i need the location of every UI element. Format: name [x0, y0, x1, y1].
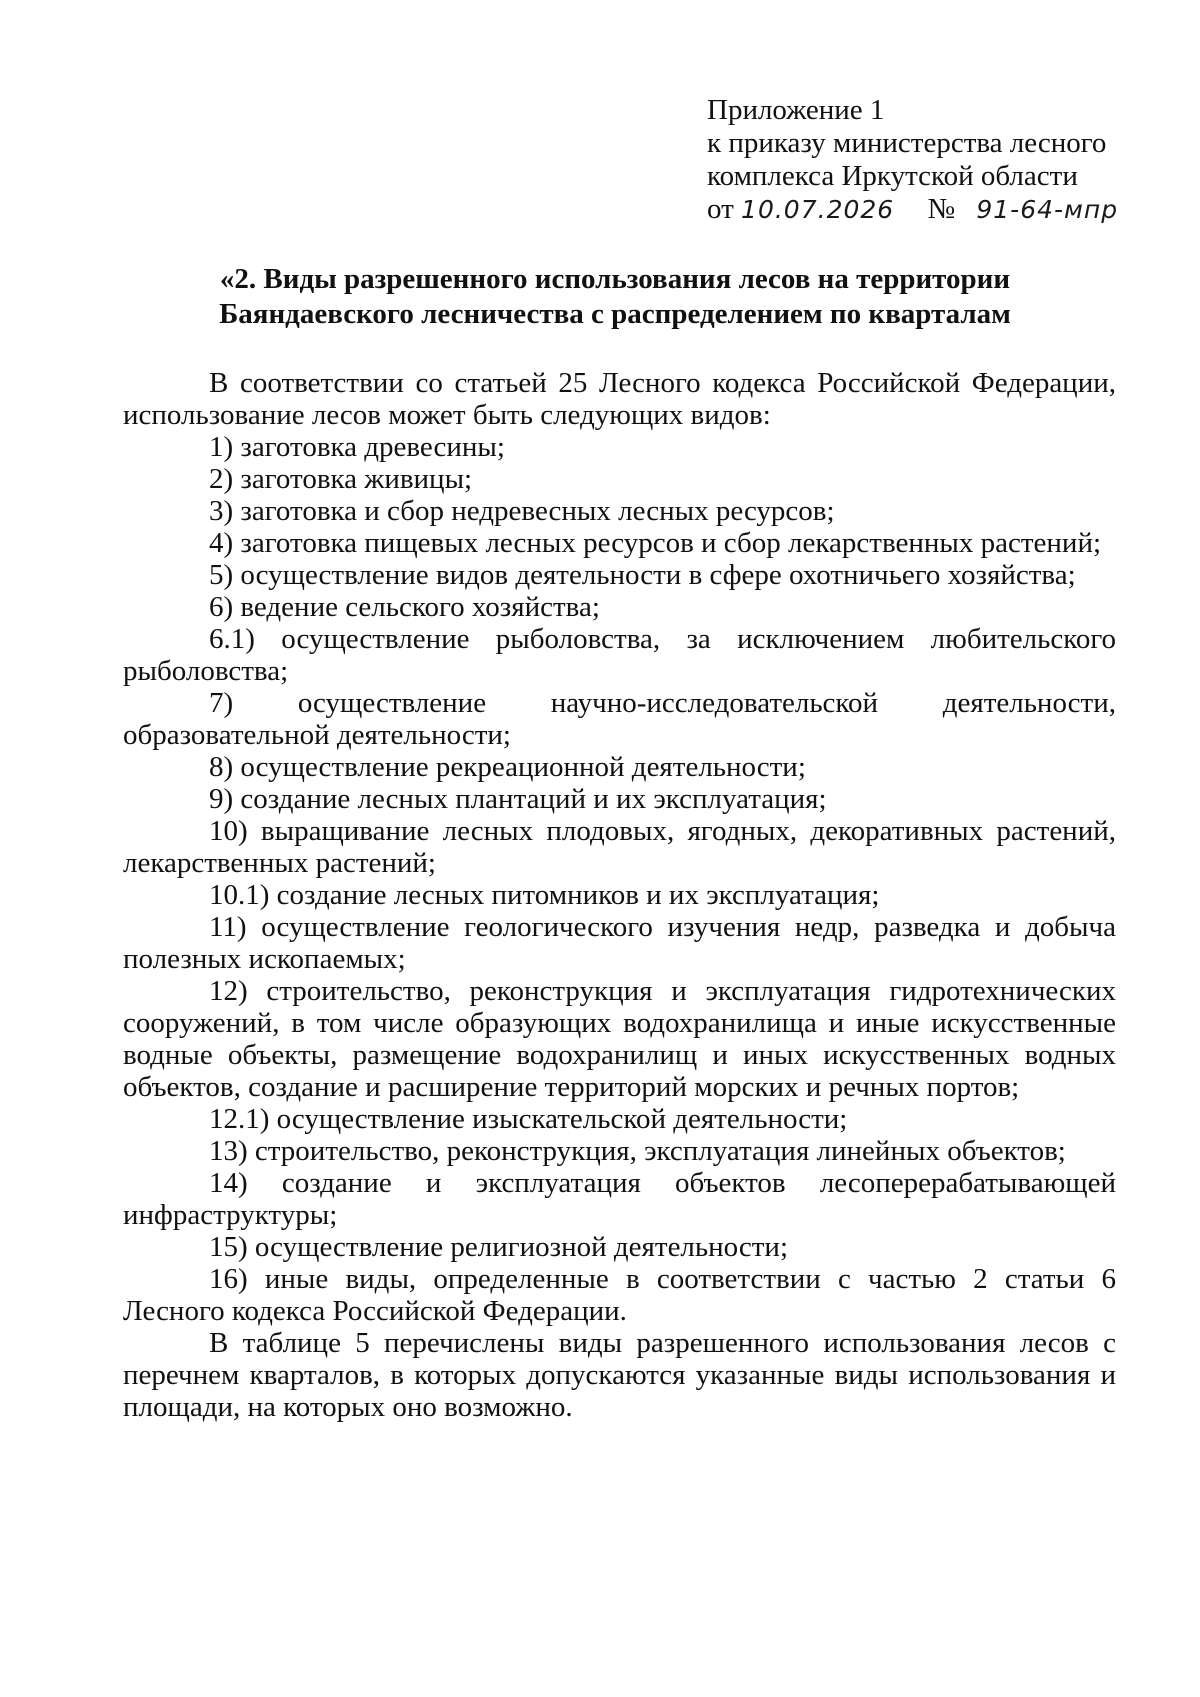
document-body — [123, 367, 1116, 1423]
date-prefix: от — [707, 193, 734, 225]
handwritten-date: 10.07.2026 — [741, 195, 895, 224]
list-item: 12.1) осуществление изыскательской деятельности; — [209, 1103, 848, 1135]
appendix-block — [707, 94, 1137, 226]
list-item: 15) осуществление религиозной деятельности; — [209, 1231, 788, 1263]
list-item: 5) осуществление видов деятельности в сфере охотничьего хозяйства; — [209, 559, 1076, 591]
list-item: 3) заготовка и сбор недревесных лесных ресурсов; — [209, 495, 835, 527]
appendix-order-ref: к приказу министерства лесного — [707, 127, 1107, 159]
heading-line-1: «2. Виды разрешенного использования лесов на территории — [219, 263, 1011, 295]
heading-line-2: Баяндаевского лесничества с распределением по кварталам — [219, 298, 1011, 330]
list-item: 7) осуществление научно-исследовательской деятельности, образовательной деятельности; — [123, 687, 1116, 751]
list-item: 10.1) создание лесных питомников и их эксплуатация; — [209, 879, 880, 911]
list-item: 14) создание и эксплуатация объектов лесоперерабатывающей инфраструктуры; — [123, 1167, 1116, 1231]
section-heading — [120, 262, 1110, 332]
list-item: 9) создание лесных плантаций и их эксплуатация; — [209, 783, 827, 815]
list-item: 1) заготовка древесины; — [209, 431, 505, 463]
appendix-title: Приложение 1 — [707, 94, 885, 126]
list-item: 8) осуществление рекреационной деятельности; — [209, 751, 806, 783]
number-sign: № — [927, 193, 956, 225]
appendix-date-line — [707, 193, 1137, 226]
list-item: 4) заготовка пищевых лесных ресурсов и сбор лекарственных растений; — [209, 527, 1102, 559]
list-item: 13) строительство, реконструкция, эксплуатация линейных объектов; — [209, 1135, 1066, 1167]
list-item: 6) ведение сельского хозяйства; — [209, 591, 600, 623]
intro-paragraph: В соответствии со статьей 25 Лесного кодекса Российской Федерации, использование лесов может быть следующих видов: — [123, 367, 1116, 431]
list-item: 10) выращивание лесных плодовых, ягодных, декоративных растений, лекарственных растений; — [123, 815, 1116, 879]
handwritten-number: 91-64-мпр — [976, 195, 1119, 224]
list-item: 6.1) осуществление рыболовства, за исключением любительского рыболовства; — [123, 623, 1116, 687]
appendix-ministry: комплекса Иркутской области — [707, 160, 1078, 192]
closing-paragraph: В таблице 5 перечислены виды разрешенного использования лесов с перечнем кварталов, в которых допускаются указанные виды использования и площади, на которых оно возможно. — [123, 1327, 1116, 1423]
list-item: 16) иные виды, определенные в соответствии с частью 2 статьи 6 Лесного кодекса Российской Федерации. — [123, 1263, 1116, 1327]
list-item: 2) заготовка живицы; — [209, 463, 473, 495]
list-item: 12) строительство, реконструкция и эксплуатация гидротехнических сооружений, в том числе образующих водохранилища и иные искусственные водные объекты, размещение водохранилищ и иных искусственных водных объектов, создание и расширение территорий морских и речных портов; — [123, 975, 1116, 1103]
list-item: 11) осуществление геологического изучения недр, разведка и добыча полезных ископаемых; — [123, 911, 1116, 975]
